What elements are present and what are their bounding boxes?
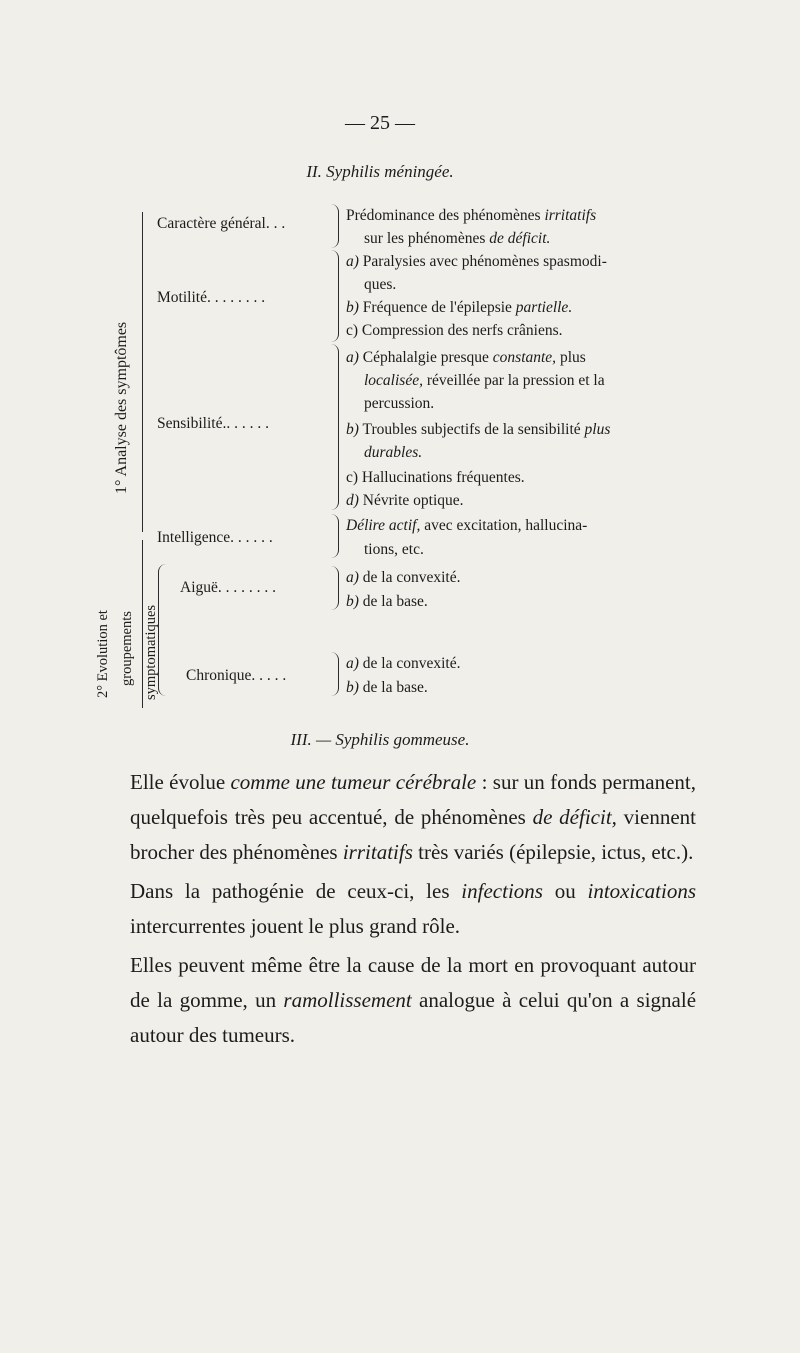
sensibilite-a: a) Céphalalgie presque constante, plus <box>346 349 586 366</box>
sensibilite-c: c) Hallucinations fréquentes. <box>346 469 525 486</box>
group-2-label: 2° Evolution et <box>95 610 111 698</box>
row-label-aigue: Aiguë. . . . . . . . <box>180 579 277 596</box>
brace-chronique <box>330 652 339 696</box>
aigue-a: a) de la convexité. <box>346 569 461 586</box>
motilite-a-cont: ques. <box>364 276 397 293</box>
section-title-syphilis-gommeuse: III. — Syphilis gommeuse. <box>290 730 470 749</box>
intelligence-line-1: Délire actif, avec excitation, hallucina- <box>346 517 588 534</box>
row-label-chronique: Chronique. . . . . <box>186 667 287 684</box>
chronique-a: a) de la convexité. <box>346 655 461 672</box>
brace-group-2-outer <box>158 564 169 696</box>
paragraph-3: Elles peuvent même être la cause de la mort en provoquant autour de la gomme, un ramollissement analogue à celui qu'on a signalé autour des tumeurs. <box>130 953 697 1047</box>
row-label-caractere: Caractère général. . . <box>157 215 286 232</box>
body-text <box>130 765 696 1053</box>
aigue-b: b) de la base. <box>346 593 428 610</box>
group-2-label-b: groupements <box>119 611 135 686</box>
motilite-b: b) Fréquence de l'épilepsie partielle. <box>346 299 573 316</box>
brace-motilite <box>330 250 339 342</box>
group-2-label-c: symptomatiques <box>143 604 159 700</box>
brace-sensibilite <box>330 344 339 510</box>
brace-aigue <box>330 566 339 610</box>
sensibilite-a-cont-2: percussion. <box>364 395 435 412</box>
paragraph-1: Elle évolue comme une tumeur cérébrale : sur un fonds permanent, quelquefois très peu accentué, de phénomènes de déficit, viennent brocher des phénomènes irritatifs très variés (épilepsie, ictus, etc.). <box>130 770 697 864</box>
sensibilite-a-cont: localisée, réveillée par la pression et la <box>364 372 605 389</box>
sensibilite-b: b) Troubles subjectifs de la sensibilité plus <box>346 421 611 438</box>
group-1-rule <box>142 212 143 532</box>
row-label-intelligence: Intelligence. . . . . . <box>157 529 273 546</box>
row-label-sensibilite: Sensibilité.. . . . . . <box>157 415 269 432</box>
section-title-syphilis-meningee: II. Syphilis méningée. <box>306 162 454 181</box>
chronique-b: b) de la base. <box>346 679 428 696</box>
caractere-line-2: sur les phénomènes de déficit. <box>364 230 551 247</box>
group-1-label: 1° Analyse des symptômes <box>113 321 130 494</box>
page-number: — 25 — <box>345 112 415 134</box>
sensibilite-b-cont: durables. <box>364 444 423 461</box>
caractere-line-1: Prédominance des phénomènes irritatifs <box>346 207 597 224</box>
row-label-motilite: Motilité. . . . . . . . <box>157 289 266 306</box>
motilite-a: a) Paralysies avec phénomènes spasmodi- <box>346 253 607 270</box>
intelligence-line-2: tions, etc. <box>364 541 424 558</box>
sensibilite-d: d) Névrite optique. <box>346 492 464 509</box>
paragraph-2: Dans la pathogénie de ceux-ci, les infections ou intoxications intercurrentes jouent le plus grand rôle. <box>130 879 697 938</box>
brace-caractere <box>330 204 339 248</box>
brace-intelligence <box>330 514 339 558</box>
motilite-c: c) Compression des nerfs crâniens. <box>346 322 563 339</box>
